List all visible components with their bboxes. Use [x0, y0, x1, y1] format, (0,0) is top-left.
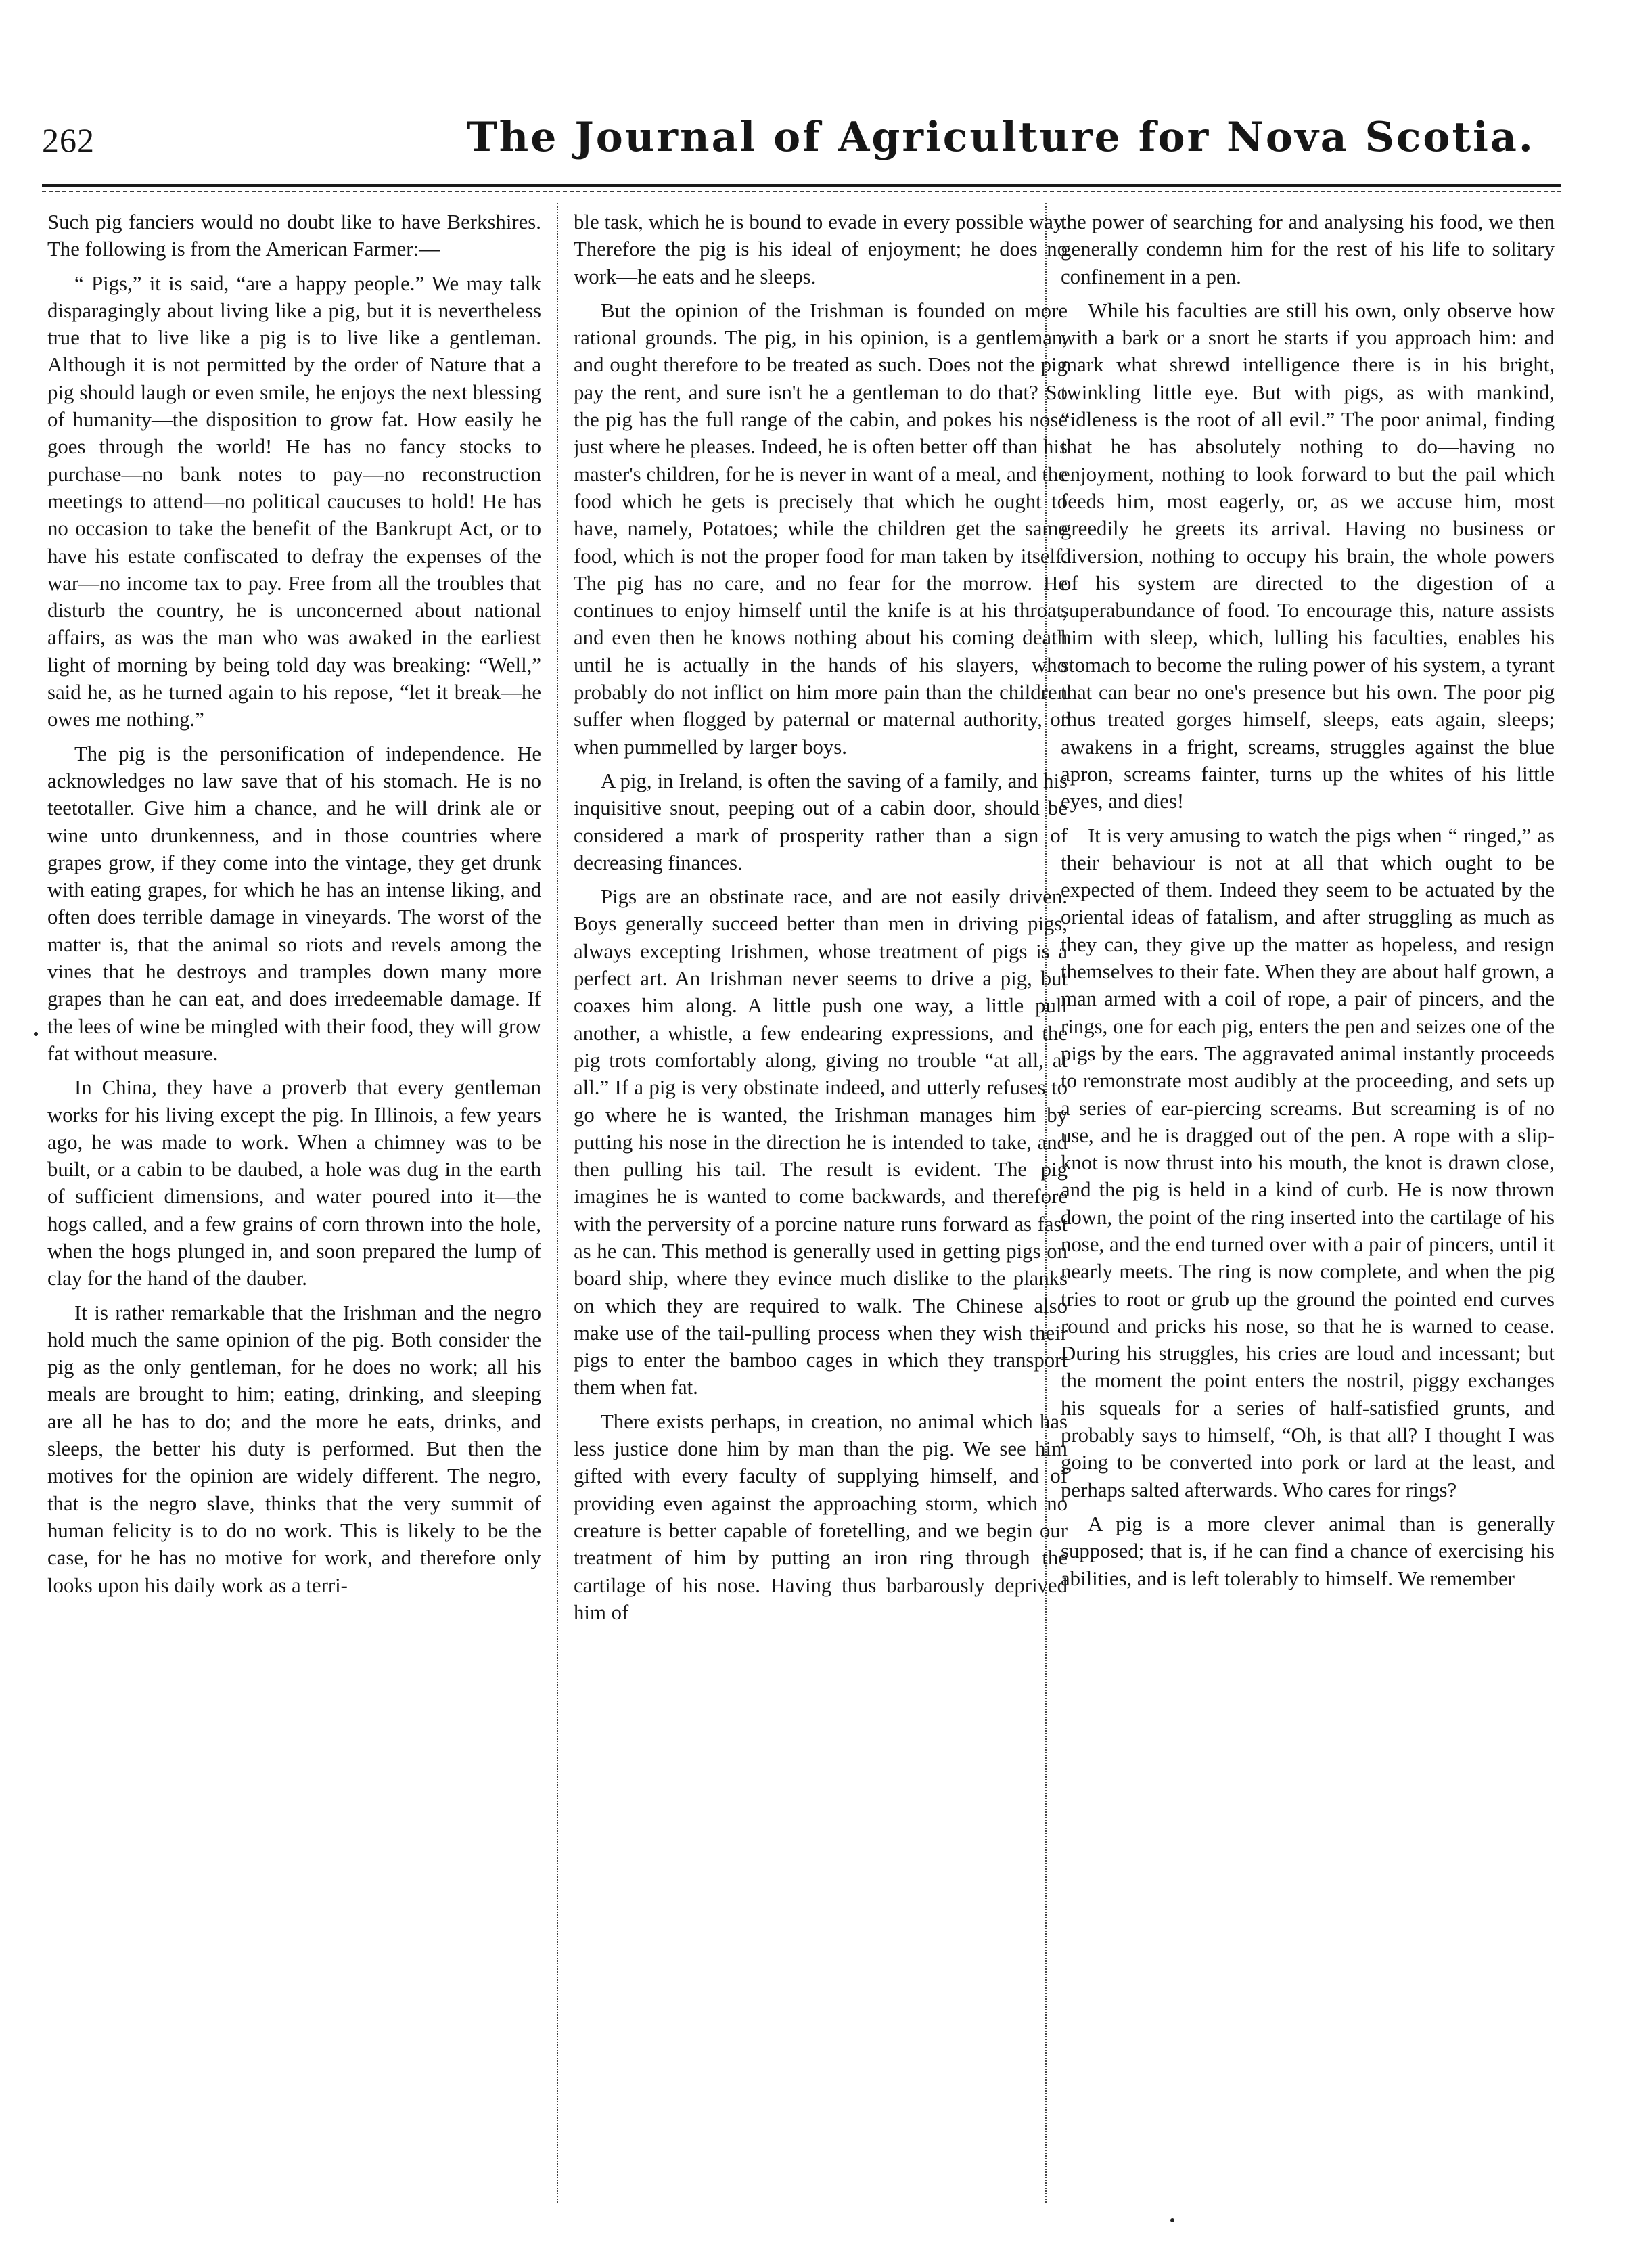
paragraph: The pig is the personification of independence. He acknowledges no law save that of his stomach. He is no teetotaller. Give him a chance, and he will drink ale or wine unto drunkenness, and in those countries where grapes grow, if they come into the vintage, they get drunk with eating grapes, for which he has an intense liking, and often does terrible damage in vineyards. The worst of the matter is, that the animal so riots and revels among the vines that he destroys and tramples down many more grapes than he can eat, and does irredeemable damage. If the lees of wine be mingled with their food, they will grow fat without measure.	[47, 742, 541, 1065]
footer-mark	[1170, 2218, 1174, 2222]
header-rule	[42, 184, 1561, 192]
paragraph: “ Pigs,” it is said, “are a happy people.” We may talk disparagingly about living like a pig, but it is nevertheless true that to live like a pig is to live like a gentleman. Although it is not permitted by the order of Nature that a pig should laugh or even smile, he enjoys the next blessing of humanity—the disposition to grow fat. How easily he goes through the world! He has no fancy stocks to purchase—no bank notes to pay—no reconstruction meetings to attend—no political caucuses to hold! He has no occasion to take the benefit of the Bankrupt Act, or to have his estate confiscated to defray the expenses of the war—no income tax to pay. Free from all the troubles that disturb the country, he is unconcerned about national affairs, as was the man who was awaked in the earliest light of morning by being told day was breaking: “Well,” said he, as he turned again to his repose, “let it break—he owes me nothing.”	[47, 271, 541, 731]
paragraph: In China, they have a proverb that every gentleman works for his living except the pig. In Illinois, a few years ago, he was made to work. When a chimney was to be built, or a cabin to be daubed, a hole was dug in the earth of sufficient dimensions, and water poured into it—the hogs called, and a few grains of corn thrown into the hole, when the hogs plunged in, and soon prepared the lump of clay for the hand of the dauber.	[47, 1076, 541, 1290]
paragraph: While his faculties are still his own, only observe how with a bark or a snort he starts if you approach him: and mark what shrewd intelligence there is in his bright, twinkling little eye. But with pigs, as with mankind, “idleness is the root of all evil.” The poor animal, finding that he has absolutely nothing to do—having no enjoyment, nothing to look forward to but the pail which feeds him, most eagerly, or, as we accuse him, most greedily he greets its arrival. Having no business or diversion, nothing to occupy his brain, the whole powers of his system are directed to the digestion of a superabundance of food. To encourage this, nature assists him with sleep, which, lulling his faculties, enables his stomach to become the ruling power of his system, a tyrant that can bear no one's presence but his own. The poor pig thus treated gorges himself, sleeps, eats again, sleeps; awakens in a fright, screams, struggles against the blue apron, screams fainter, turns up the whites of his little eyes, and dies!	[1061, 298, 1555, 813]
text-column-2	[574, 208, 1068, 2205]
paragraph: ble task, which he is bound to evade in every possible way. Therefore the pig is his ideal of enjoyment; he does no work—he eats and he sleeps.	[574, 210, 1068, 288]
paragraph: Pigs are an obstinate race, and are not easily driven. Boys generally succeed better than men in driving pigs, always excepting Irishmen, whose treatment of pigs is a perfect art. An Irishman never seems to drive a pig, but coaxes him along. A little push one way, a little pull another, a whistle, a few endearing expressions, and the pig trots comfortably along, giving no trouble “at all, at all.” If a pig is very obstinate indeed, and utterly refuses to go where he is wanted, the Irishman manages him by putting his nose in the direction he is intended to take, and then pulling his tail. The result is evident. The pig imagines he is wanted to come backwards, and therefore with the perversity of a porcine nature runs forward as fast as he can. This method is generally used in getting pigs on board ship, where they evince much dislike to the planks on which they are required to walk. The Chinese also make use of the tail-pulling process when they wish their pigs to enter the bamboo cages in which they transport them when fat.	[574, 885, 1068, 1399]
print-speck	[34, 1032, 38, 1036]
paragraph: A pig is a more clever animal than is generally supposed; that is, if he can find a chance of exercising his abilities, and is left tolerably to himself. We remember	[1061, 1512, 1555, 1590]
text-column-1	[47, 208, 541, 2205]
paragraph: the power of searching for and analysing his food, we then generally condemn him for the rest of his life to solitary confinement in a pen.	[1061, 210, 1555, 288]
paragraph: A pig, in Ireland, is often the saving of a family, and his inquisitive snout, peeping out of a cabin door, should be considered a mark of prosperity rather than a sign of decreasing finances.	[574, 769, 1068, 874]
paragraph: It is rather remarkable that the Irishman and the negro hold much the same opinion of the pig. Both consider the pig as the only gentleman, for he does no work; all his meals are brought to him; eating, drinking, and sleeping are all he has to do; and the more he eats, drinks, and sleeps, the better his duty is performed. But then the motives for the opinion are widely different. The negro, that is the negro slave, thinks that the very summit of human felicity is to do no work. This is likely to be the case, for he has no motive for work, and therefore only looks upon his daily work as a terri-	[47, 1301, 541, 1597]
page-number: 262	[42, 121, 95, 159]
text-column-3	[1061, 208, 1555, 2205]
paragraph: There exists perhaps, in creation, no animal which has less justice done him by man than the pig. We see him gifted with every faculty of supplying himself, and of providing even against the approaching storm, which no creature is better capable of foretelling, and we begin our treatment of him by putting an iron ring through the cartilage of his nose. Having thus barbarously deprived him of	[574, 1410, 1068, 1624]
paragraph: Such pig fanciers would no doubt like to have Berkshires. The following is from the American Farmer:—	[47, 210, 541, 261]
paragraph: But the opinion of the Irishman is founded on more rational grounds. The pig, in his opinion, is a gentleman, and ought therefore to be treated as such. Does not the pig pay the rent, and sure isn't he a gentleman to do that? So the pig has the full range of the cabin, and pokes his nose just where he pleases. Indeed, he is often better off than his master's children, for he is never in want of a meal, and the food which he gets is precisely that which he ought to have, namely, Potatoes; while the children get the same food, which is not the proper food for man taken by itself. The pig has no care, and no fear for the morrow. He continues to enjoy himself until the knife is at his throat, and even then he knows nothing about his coming death until he is actually in the hands of his slayers, who probably do not inflict on him more pain than the children suffer when flogged by paternal or maternal authority, or when pummelled by larger boys.	[574, 298, 1068, 759]
paragraph: It is very amusing to watch the pigs when “ ringed,” as their behaviour is not at all that which ought to be expected of them. Indeed they seem to be actuated by the oriental ideas of fatalism, and after struggling as much as they can, they give up the matter as hopeless, and resign themselves to their fate. When they are about half grown, a man armed with a coil of rope, a pair of pincers, and the rings, one for each pig, enters the pen and seizes one of the pigs by the ears. The aggravated animal instantly proceeds to remonstrate most audibly at the proceeding, and sets up a series of ear-piercing screams. But screaming is of no use, and he is dragged out of the pen. A rope with a slip-knot is now thrust into his mouth, the knot is drawn close, and the pig is held in a kind of curb. He is now thrown down, the point of the ring inserted into the cartilage of his nose, and the end turned over with a pair of pincers, until it nearly meets. The ring is now complete, and when the pig tries to root or grub up the ground the pointed end curves round and pricks his nose, so that he is warned to cease. During his struggles, his cries are loud and incessant; but the moment the point enters the nostril, piggy exchanges his squeals for a series of half-satisfied grunts, and probably says to himself, “Oh, is that all? I thought I was going to be converted into pork or lard at the least, and perhaps salted afterwards. Who cares for rings?	[1061, 824, 1555, 1502]
column-divider	[557, 203, 558, 2203]
running-head-title: The Journal of Agriculture for Nova Scotia.	[467, 114, 1535, 161]
